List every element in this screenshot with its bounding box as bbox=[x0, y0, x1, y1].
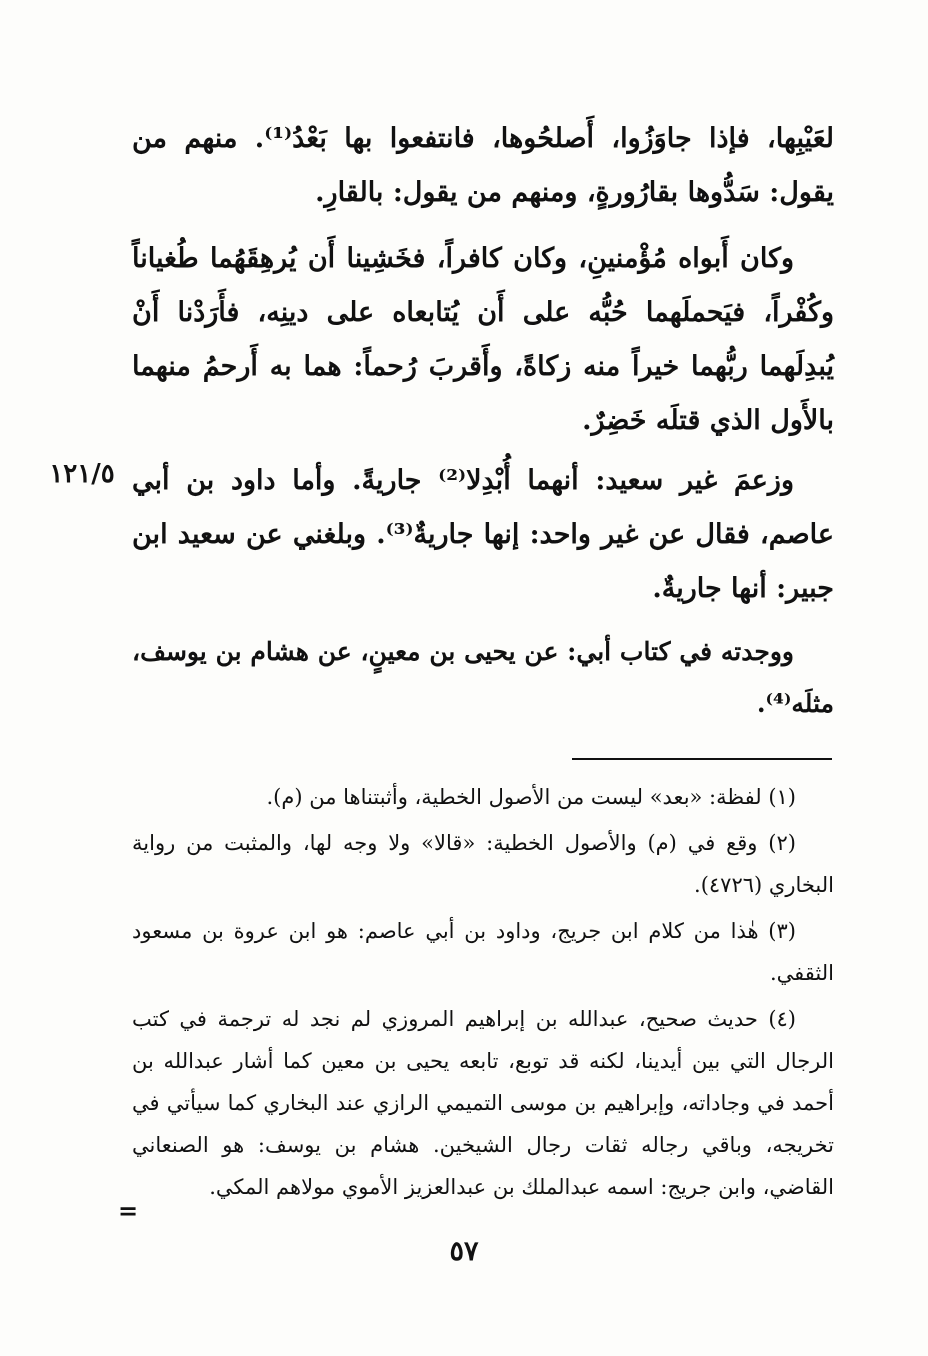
paragraph-2: وكان أَبواه مُؤْمنينِ، وكان كافراً، فخَشِينا أَن يُرهِقَهُما طُغياناً وكُفْراً، فيَحملَهما حُبُّه على أَن يُتابعاه على دينِه، فأَرَدْنا أَنْ يُبدِلَهما ربُّهما خيراً منه زكاةً، وأَقربَ رُحماً: هما به أَرحمُ منهما بالأَول الذي قتلَه خَضِرٌ. bbox=[132, 243, 834, 436]
paragraph-3: وزعمَ غير سعيد: أنهما أُبْدِلا⁽²⁾ جاريةً. وأما داود بن أبي عاصم، فقال عن غير واحد: إنها جاريةٌ⁽³⁾. وبلغني عن سعيد ابن جبير: أنها جاريةٌ. bbox=[132, 465, 834, 604]
main-text-block-3 bbox=[132, 454, 834, 616]
main-text-block-1 bbox=[132, 112, 834, 220]
main-text-block-2 bbox=[132, 232, 834, 448]
marginal-reference: ١٢١/٥ bbox=[49, 459, 115, 489]
footnote-3: (٣) هٰذا من كلام ابن جريج، وداود بن أبي عاصم: هو ابن عروة بن مسعود الثقفي. bbox=[132, 919, 834, 985]
footnote-1: (١) لفظة: «بعد» ليست من الأصول الخطية، وأثبتناها من (م). bbox=[266, 785, 796, 809]
page-number: ٥٧ bbox=[449, 1236, 479, 1267]
footnotes bbox=[132, 776, 834, 1212]
footnote-2: (٢) وقع في (م) والأصول الخطية: «قالا» ولا وجه لها، والمثبت من رواية البخاري (٤٧٢٦). bbox=[132, 831, 834, 897]
paragraph-4: ووجدته في كتاب أبي: عن يحيى بن معينٍ، عن هشام بن يوسف، مثلَه⁽⁴⁾. bbox=[132, 637, 834, 718]
paragraph-1: لعَيْبِها، فإذا جاوَزُوا، أَصلحُوها، فانتفعوا بها بَعْدُ⁽¹⁾. منهم من يقول: سَدُّوها بقارُورةٍ، ومنهم من يقول: بالقارِ. bbox=[132, 123, 834, 208]
continuation-mark: = bbox=[118, 1196, 139, 1225]
footnote-divider bbox=[572, 758, 832, 760]
main-text-block-4 bbox=[132, 626, 834, 730]
footnote-4: (٤) حديث صحيح، عبدالله بن إبراهيم المروزي لم نجد له ترجمة في كتب الرجال التي بين أيدينا، لكنه قد توبع، تابعه يحيى بن معين كما أشار عبدالله بن أحمد في وجاداته، وإبراهيم بن موسى التميمي الرازي عند البخاري كما سيأتي في تخريجه، وباقي رجاله ثقات رجال الشيخين. هشام بن يوسف: هو الصنعاني القاضي، وابن جريج: اسمه عبدالملك بن عبدالعزيز الأموي مولاهم المكي. bbox=[132, 1007, 834, 1199]
